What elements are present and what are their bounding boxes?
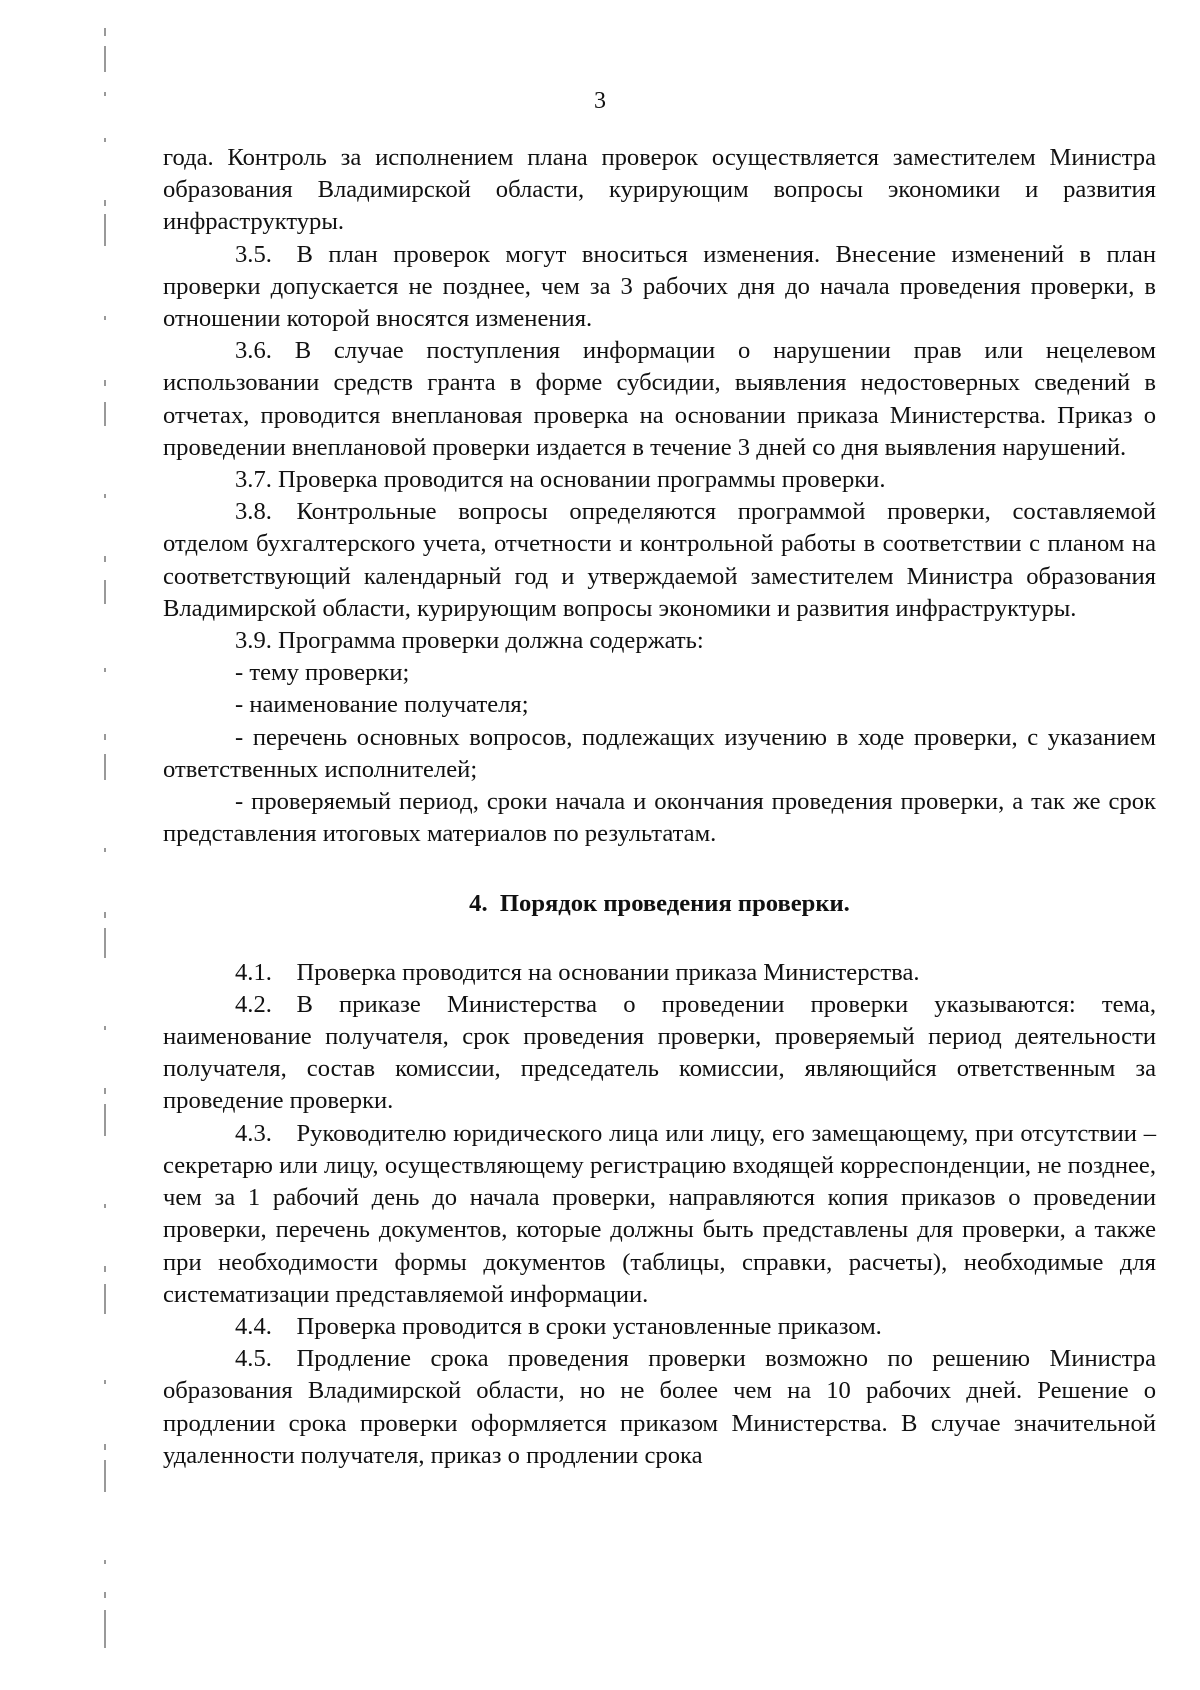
list-item-questions: - перечень основных вопросов, подлежащих изучению в ходе проверки, с указанием ответственных исполнителей; xyxy=(163,723,1156,783)
paragraph-3-5: 3.5. В план проверок могут вноситься изменения. Внесение изменений в план проверки допускается не позднее, чем за 3 рабочих дня до начала проведения проверки, в отношении которой вносятся изменения. xyxy=(163,240,1156,333)
paragraph-intro: года. Контроль за исполнением плана проверок осуществляется заместителем Министра образования Владимирской области, курирующим вопросы экономики и развития инфраструктуры. xyxy=(163,144,1156,236)
paragraph-4-3: 4.3. Руководителю юридического лица или лицу, его замещающему, при отсутствии – секретарю или лицу, осуществляющему регистрацию входящей корреспонденции, не позднее, чем за 1 рабочий день до начала проверки, направляются копия приказов о проведении проверки, перечень документов, которые должны быть представлены для проверки, а также при необходимости формы документов (таблицы, справки, расчеты), необходимые для систематизации представляемой информации. xyxy=(163,1119,1156,1308)
paragraph-4-4: 4.4. Проверка проводится в сроки установленные приказом. xyxy=(235,1312,882,1340)
list-item-topic: - тему проверки; xyxy=(235,659,410,687)
list-item-period: - проверяемый период, сроки начала и окончания проведения проверки, а так же срок представления итоговых материалов по результатам. xyxy=(163,788,1156,848)
list-item-recipient: - наименование получателя; xyxy=(235,691,529,719)
paragraph-4-1: 4.1. Проверка проводится на основании приказа Министерства. xyxy=(235,958,920,986)
section-heading-4: 4. Порядок проведения проверки. xyxy=(469,890,850,918)
scan-edge-marks xyxy=(102,0,108,1690)
paragraph-3-6: 3.6. В случае поступления информации о нарушении прав или нецелевом использовании средств гранта в форме субсидии, выявления недостоверных сведений в отчетах, проводится внеплановая проверка на основании приказа Министерства. Приказ о проведении внеплановой проверки издается в течение 3 дней со дня выявления нарушений. xyxy=(163,337,1156,461)
paragraph-3-7: 3.7. Проверка проводится на основании программы проверки. xyxy=(235,466,886,494)
paragraph-4-5: 4.5. Продление срока проведения проверки возможно по решению Министра образования Владимирской области, но не более чем на 10 рабочих дней. Решение о продлении срока проверки оформляется приказом Министерства. В случае значительной удаленности получателя, приказ о продлении срока xyxy=(163,1345,1156,1469)
page-number: 3 xyxy=(594,88,606,114)
paragraph-3-9: 3.9. Программа проверки должна содержать: xyxy=(235,627,704,655)
paragraph-4-2: 4.2. В приказе Министерства о проведении проверки указываются: тема, наименование получателя, срок проведения проверки, проверяемый период деятельности получателя, состав комиссии, председатель комиссии, являющийся ответственным за проведение проверки. xyxy=(163,990,1156,1115)
document-body xyxy=(163,142,1156,1472)
paragraph-3-8: 3.8. Контрольные вопросы определяются программой проверки, составляемой отделом бухгалтерского учета, отчетности и контрольной работы в соответствии с планом на соответствующий календарный год и утверждаемой заместителем Министра образования Владимирской области, курирующим вопросы экономики и развития инфраструктуры. xyxy=(163,498,1156,622)
